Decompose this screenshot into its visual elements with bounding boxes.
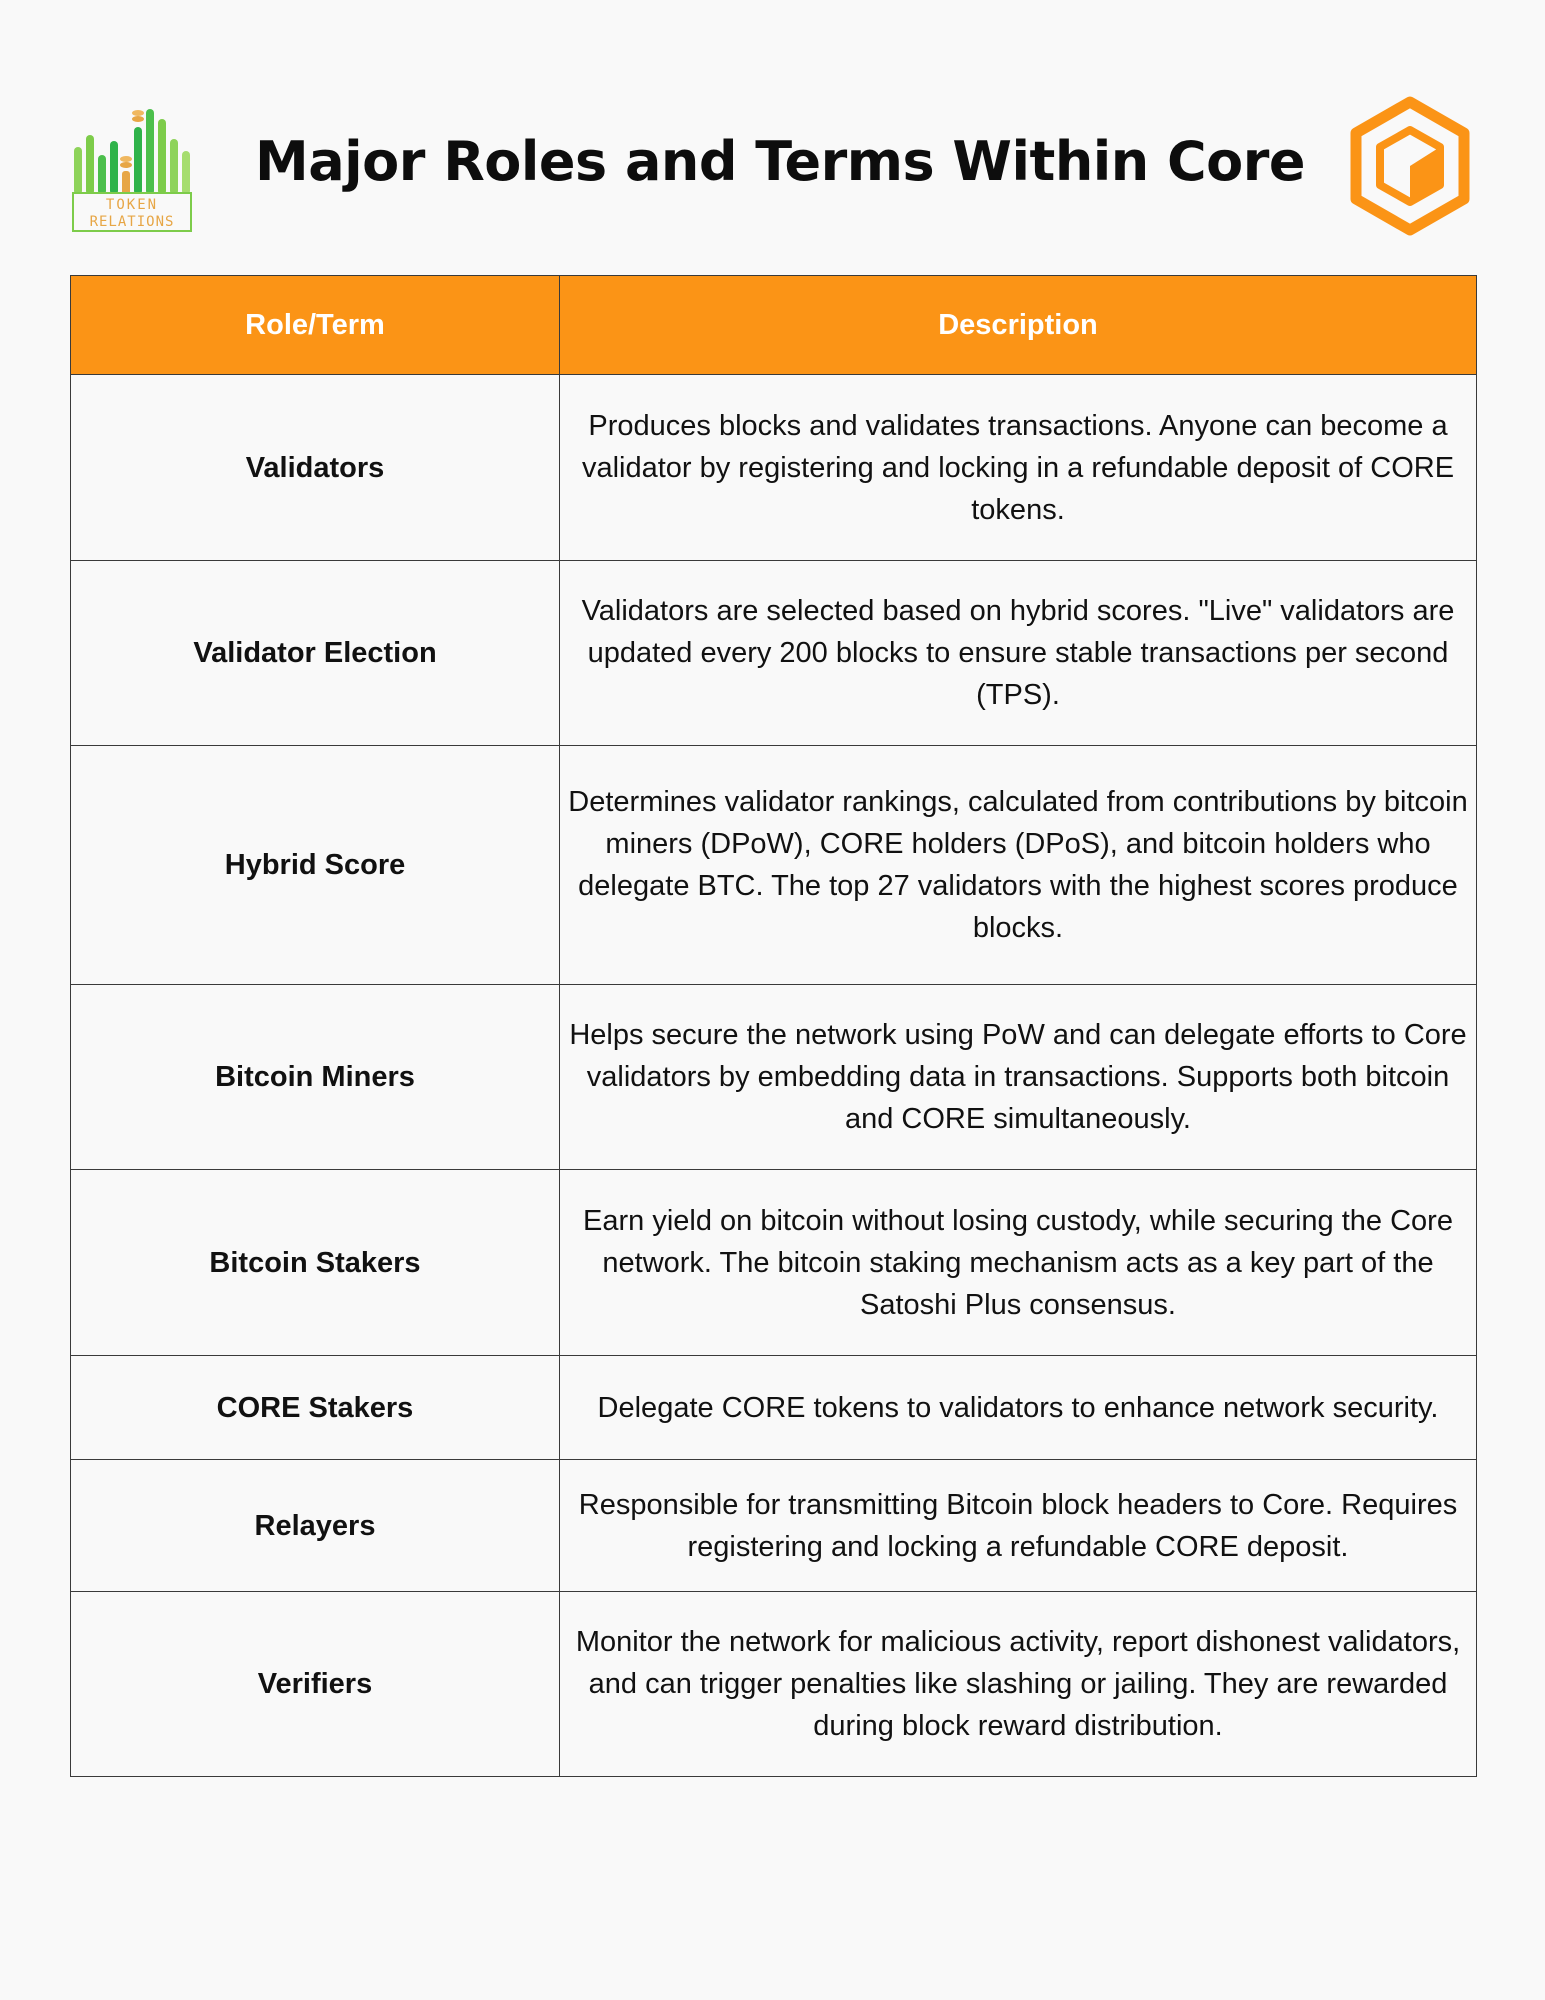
- table-row: [71, 375, 1477, 561]
- row-term: Validator Election: [71, 561, 560, 746]
- row-term: Validators: [71, 375, 560, 561]
- token-relations-logo: [72, 105, 192, 233]
- row-term: Bitcoin Stakers: [71, 1170, 560, 1356]
- row-term: CORE Stakers: [71, 1356, 560, 1460]
- table-row: [71, 561, 1477, 746]
- core-hexagon-logo: [1348, 96, 1472, 236]
- table-row: [71, 1460, 1477, 1592]
- row-description: Determines validator rankings, calculated from contributions by bitcoin miners (DPoW), CORE holders (DPoS), and bitcoin holders who delegate BTC. The top 27 validators with the highest scores produce blocks.: [560, 746, 1477, 985]
- token-relations-line1: TOKEN: [105, 197, 159, 213]
- row-description: Responsible for transmitting Bitcoin block headers to Core. Requires registering and locking a refundable CORE deposit.: [560, 1460, 1477, 1592]
- row-description: Earn yield on bitcoin without losing custody, while securing the Core network. The bitcoin staking mechanism acts as a key part of the Satoshi Plus consensus.: [560, 1170, 1477, 1356]
- token-relations-line2: RELATIONS: [89, 214, 175, 230]
- row-description: Delegate CORE tokens to validators to enhance network security.: [560, 1356, 1477, 1460]
- table-row: [71, 1592, 1477, 1777]
- row-term: Bitcoin Miners: [71, 985, 560, 1170]
- row-description: Validators are selected based on hybrid scores. "Live" validators are updated every 200 blocks to ensure stable transactions per second (TPS).: [560, 561, 1477, 746]
- column-header-description: Description: [560, 276, 1477, 375]
- row-description: Monitor the network for malicious activity, report dishonest validators, and can trigger penalties like slashing or jailing. They are rewarded during block reward distribution.: [560, 1592, 1477, 1777]
- table-row: [71, 1170, 1477, 1356]
- table-header-row: [71, 276, 1477, 375]
- page-header: [0, 0, 1545, 275]
- column-header-role: Role/Term: [71, 276, 560, 375]
- row-term: Relayers: [71, 1460, 560, 1592]
- table-row: [71, 1356, 1477, 1460]
- row-description: Produces blocks and validates transactions. Anyone can become a validator by registering and locking in a refundable deposit of CORE tokens.: [560, 375, 1477, 561]
- row-description: Helps secure the network using PoW and can delegate efforts to Core validators by embedding data in transactions. Supports both bitcoin and CORE simultaneously.: [560, 985, 1477, 1170]
- row-term: Verifiers: [71, 1592, 560, 1777]
- roles-table: [70, 275, 1477, 1777]
- row-term: Hybrid Score: [71, 746, 560, 985]
- table-row: [71, 985, 1477, 1170]
- table-row: [71, 746, 1477, 985]
- page-title: Major Roles and Terms Within Core: [255, 130, 1305, 193]
